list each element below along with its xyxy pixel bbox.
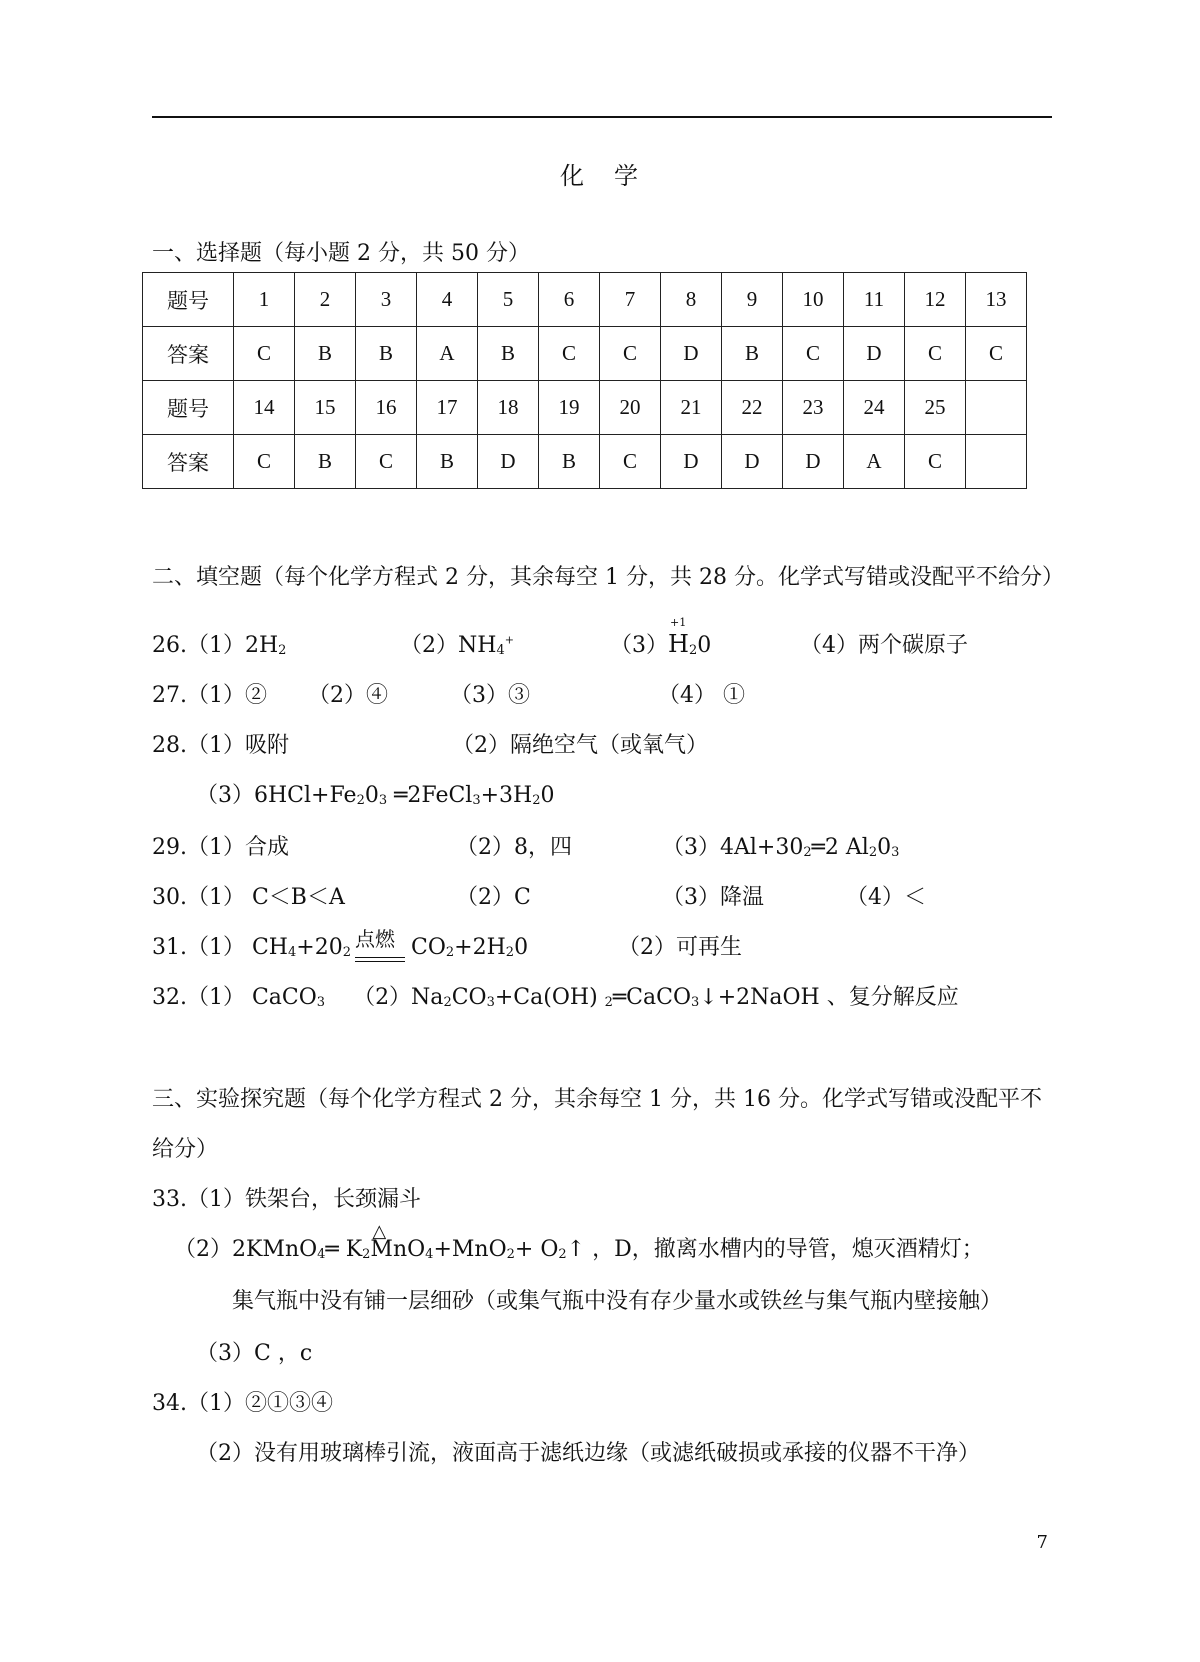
- answer-27-3: （3）③: [450, 683, 530, 708]
- answer-26-2: $(2)NH_4^+$: [400, 633, 514, 658]
- page-title: 化 学: [560, 162, 640, 190]
- answer-29-3: $(3)4Al+30_2═2$ $Al_20_3$: [662, 835, 900, 860]
- answer-33-1: 33.（1）铁架台，长颈漏斗: [152, 1187, 421, 1212]
- section2-heading: 二、填空题（每个化学方程式 2 分，其余每空 1 分，共 28 分。化学式写错或没配平不给分）: [152, 565, 1064, 590]
- table-row: 题号 1 2 3 4 5 6 7 8 9 10 11 12 13: [143, 273, 1027, 327]
- reaction-condition-ignite: 点燃: [355, 935, 407, 960]
- answer-28-1: 28.（1）吸附: [152, 733, 289, 758]
- answer-table: [142, 272, 1027, 489]
- answer-33-3: （3）C ，c: [196, 1341, 313, 1366]
- answer-27-4: （4） ①: [658, 683, 745, 708]
- answer-28-2: （2）隔绝空气（或氧气）: [452, 733, 708, 758]
- reaction-condition-heat: △: [372, 1221, 387, 1242]
- answer-33-2: （2）2KMnO$_4$═ $K_2$ △ $MnO_4+MnO_2+ O_2↑$ ，D，撤离水槽内的导管，熄灭酒精灯；: [174, 1221, 984, 1262]
- answer-26-1: $26.(1)2H_2$: [152, 633, 287, 658]
- answer-27-1: 27.（1）②: [152, 683, 267, 708]
- answer-34-2: （2）没有用玻璃棒引流，液面高于滤纸边缘（或滤纸破损或承接的仪器不干净）: [196, 1441, 980, 1466]
- answer-27-2: （2）④: [308, 683, 388, 708]
- answer-30-1: 30.（1） C＜B＜A: [152, 885, 345, 910]
- answer-26-4: （4）两个碳原子: [800, 633, 968, 658]
- top-rule: [152, 116, 1052, 118]
- answer-31-1: 31.（1） $CH_4+20_2$ 点燃 $CO_2+2H_20$: [152, 927, 529, 960]
- section1-heading: 一、选择题（每小题 2 分，共 50 分）: [152, 241, 530, 266]
- section3-heading: 三、实验探究题（每个化学方程式 2 分，其余每空 1 分，共 16 分。化学式写错或没配平不: [152, 1087, 1042, 1112]
- answer-34-1: 34.（1）②①③④: [152, 1391, 333, 1416]
- answer-31-2: （2）可再生: [618, 935, 742, 960]
- section3-heading-cont: 给分）: [152, 1137, 219, 1162]
- answer-30-3: （3）降温: [662, 885, 764, 910]
- answer-30-2: （2）C: [456, 885, 531, 910]
- table-row: 答案 C B B A B C C D B C D C C: [143, 327, 1027, 381]
- answer-28-3: $(3)6HCl+Fe_20_3$ $═2FeCl_3+3H_20$: [196, 783, 555, 808]
- answer-30-4: （4）＜: [846, 885, 926, 910]
- answer-32: 32.（1） CaCO$_3$ $(2)Na_2CO_3+Ca(OH)$ $_2$═CaCO$_3$↓+2NaOH 、复分解反应: [152, 985, 959, 1010]
- table-row: 题号 14 15 16 17 18 19 20 21 22 23 24 25: [143, 381, 1027, 435]
- answer-29-2: （2）8，四: [456, 835, 572, 860]
- page-number: 7: [1036, 1532, 1048, 1553]
- answer-29-1: 29.（1）合成: [152, 835, 289, 860]
- table-row: 答案 C B C B D B C D D D A C: [143, 435, 1027, 489]
- answer-26-3: （3） +1 $H_20$: [610, 616, 712, 658]
- answer-33-2-cont: 集气瓶中没有铺一层细砂（或集气瓶中没有存少量水或铁丝与集气瓶内壁接触）: [232, 1289, 1003, 1314]
